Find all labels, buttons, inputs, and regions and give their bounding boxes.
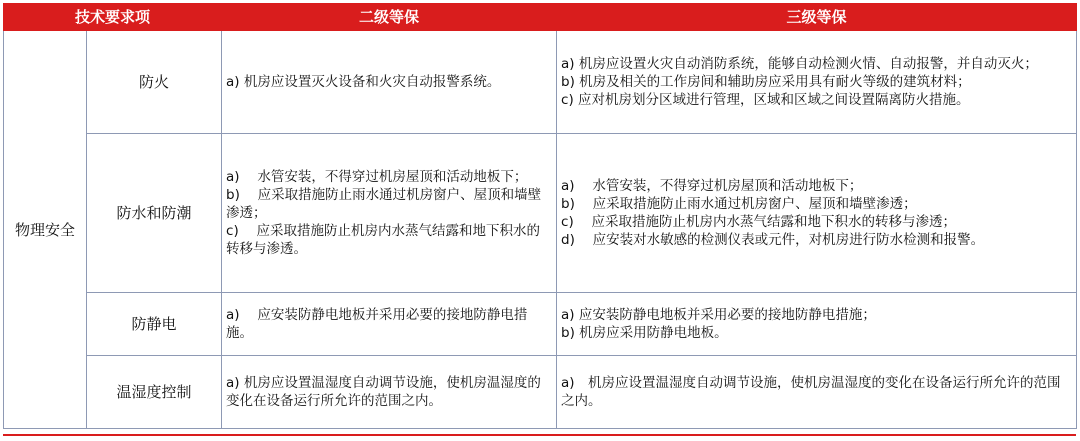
category-cell: 物理安全 [4, 31, 87, 429]
level2-cell [222, 356, 557, 429]
item-cell: 温湿度控制 [87, 356, 222, 429]
bottom-accent-bar [3, 434, 1076, 436]
level3-cell [557, 356, 1077, 429]
header-level-2: 二级等保 [222, 4, 557, 31]
table-header-row [4, 4, 1077, 31]
requirement-line: a) 机房应设置温湿度自动调节设施，使机房温湿度的变化在设备运行所允许的范围之内。 [226, 375, 541, 409]
requirement-line: b) 机房应采用防静电地板。 [561, 325, 728, 341]
requirement-line: c) 应采取措施防止机房内水蒸气结露和地下积水的转移与渗透。 [226, 223, 540, 257]
requirement-line: d) 应安装对水敏感的检测仪表或元件，对机房进行防水检测和报警。 [561, 232, 985, 248]
requirement-line: a) 应安装防静电地板并采用必要的接地防静电措施。 [226, 307, 528, 341]
requirement-line: b) 应采取措施防止雨水通过机房窗户、屋顶和墙壁渗透； [226, 187, 542, 221]
item-cell: 防静电 [87, 293, 222, 356]
table-row [4, 356, 1077, 429]
level2-cell [222, 134, 557, 293]
requirement-line: a) 水管安装，不得穿过机房屋顶和活动地板下； [226, 169, 528, 185]
table-row [4, 293, 1077, 356]
level3-cell [557, 31, 1077, 134]
requirement-line: c) 应采取措施防止机房内水蒸气结露和地下积水的转移与渗透； [561, 214, 956, 230]
requirement-line: b) 机房及相关的工作房间和辅助房应采用具有耐火等级的建筑材料； [561, 74, 971, 90]
level3-cell [557, 293, 1077, 356]
level2-cell [222, 293, 557, 356]
table-row [4, 134, 1077, 293]
requirement-line: a) 机房应设置温湿度自动调节设施，使机房温湿度的变化在设备运行所允许的范围之内。 [561, 375, 1061, 409]
requirement-line: a) 机房应设置灭火设备和火灾自动报警系统。 [226, 74, 501, 90]
requirement-line: a) 应安装防静电地板并采用必要的接地防静电措施； [561, 307, 876, 323]
header-level-3: 三级等保 [557, 4, 1077, 31]
requirement-line: b) 应采取措施防止雨水通过机房窗户、屋顶和墙壁渗透； [561, 196, 917, 212]
level3-cell [557, 134, 1077, 293]
table-row [4, 31, 1077, 134]
requirement-line: c) 应对机房划分区域进行管理，区域和区域之间设置隔离防火措施。 [561, 92, 970, 108]
item-cell: 防火 [87, 31, 222, 134]
requirements-table [3, 3, 1077, 429]
item-cell: 防水和防潮 [87, 134, 222, 293]
requirement-line: a) 水管安装，不得穿过机房屋顶和活动地板下； [561, 178, 863, 194]
header-requirement-item: 技术要求项 [4, 4, 222, 31]
requirement-line: a) 机房应设置火灾自动消防系统，能够自动检测火情、自动报警，并自动灭火； [561, 56, 1038, 72]
level2-cell [222, 31, 557, 134]
